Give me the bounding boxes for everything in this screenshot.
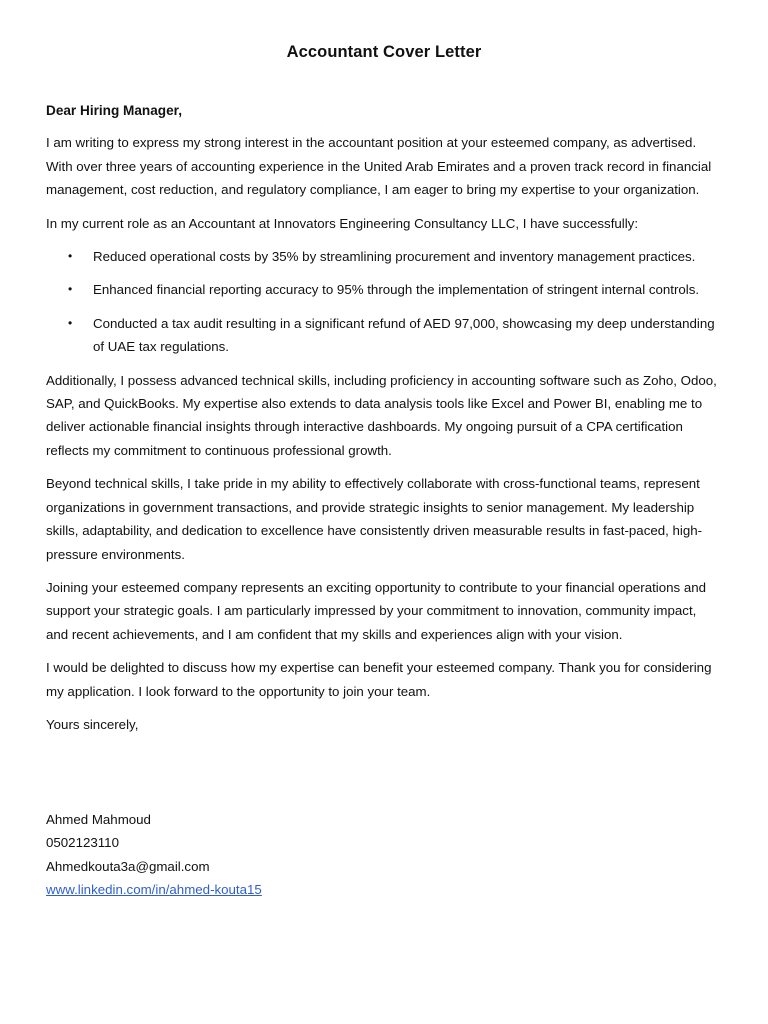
bullet-icon: • [68,249,73,264]
salutation: Dear Hiring Manager, [46,103,182,118]
signature-block [46,808,262,902]
signature-email: Ahmedkouta3a@gmail.com [46,858,210,874]
list-item-text: Conducted a tax audit resulting in a significant refund of AED 97,000, showcasing my deep understanding of UAE tax regulations. [93,315,715,355]
list-item [46,312,722,359]
linkedin-link[interactable]: www.linkedin.com/in/ahmed-kouta15 [46,882,262,898]
paragraph-intro: I am writing to express my strong interest in the accountant position at your esteemed company, as advertised. With over three years of accounting experience in the United Arab Emirates and a proven track record in financial management, cost reduction, and regulatory compliance, I am eager to bring my expertise to your organization. [46,135,712,198]
list-item [46,245,722,268]
list-item [46,278,722,301]
achievements-list [46,245,722,359]
paragraph-current-role: In my current role as an Accountant at Innovators Engineering Consultancy LLC, I have successfully: [46,215,639,231]
letter-body [46,99,722,736]
signature-phone: 0502123110 [46,835,119,851]
list-item-text: Enhanced financial reporting accuracy to 95% through the implementation of stringent internal controls. [93,282,700,298]
paragraph-technical-skills: Additionally, I possess advanced technical skills, including proficiency in accounting software such as Zoho, Odoo, SAP, and QuickBooks. My expertise also extends to data analysis tools like Excel and Power BI, enabling me to deliver actionable financial insights through interactive dashboards. My ongoing pursuit of a CPA certification reflects my commitment to continuous professional growth. [46,372,717,458]
list-item-text: Reduced operational costs by 35% by streamlining procurement and inventory management practices. [93,249,696,265]
bullet-icon: • [68,315,73,330]
paragraph-motivation: Joining your esteemed company represents an exciting opportunity to contribute to your financial operations and support your strategic goals. I am particularly impressed by your commitment to innovation, community impact, and recent achievements, and I am confident that my skills and experiences align with your vision. [46,579,707,642]
paragraph-conclusion: I would be delighted to discuss how my expertise can benefit your esteemed company. Thank you for considering my application. I look forward to the opportunity to join your team. [46,660,712,699]
page-title: Accountant Cover Letter [286,43,482,61]
closing: Yours sincerely, [46,716,139,732]
bullet-icon: • [68,282,73,297]
paragraph-soft-skills: Beyond technical skills, I take pride in my ability to effectively collaborate with cross-functional teams, represent organizations in government transactions, and provide strategic insights to senior management. My leadership skills, adaptability, and dedication to excellence have consistently driven measurable results in fast-paced, high-pressure environments. [46,476,703,562]
signature-name: Ahmed Mahmoud [46,812,151,827]
